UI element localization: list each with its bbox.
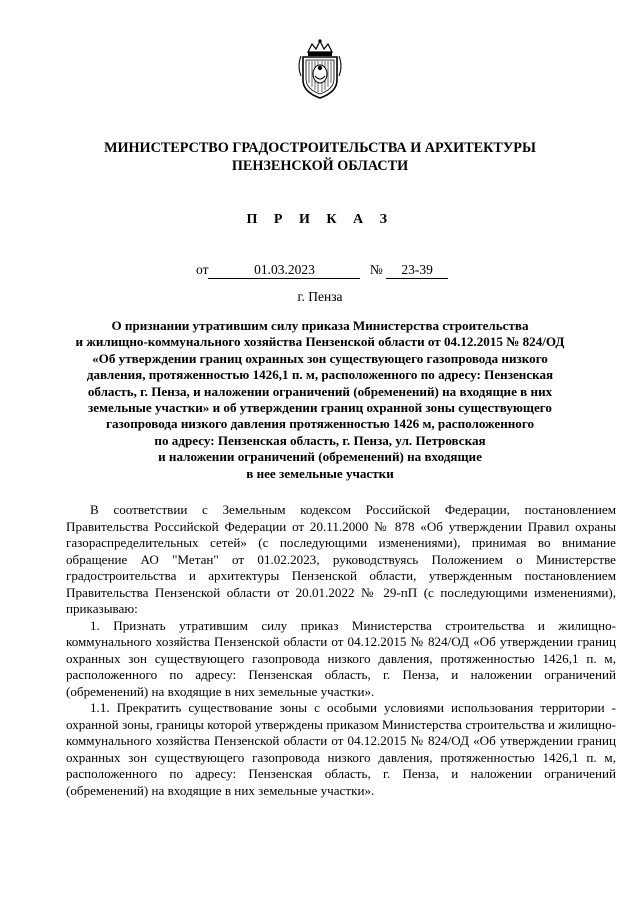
ministry-line-2: ПЕНЗЕНСКОЙ ОБЛАСТИ: [231, 158, 409, 174]
preamble-paragraph: В соответствии с Земельным кодексом Российской Федерации, постановлением Правительства Российской Федерации от 20.11.2000 № 878 «Об утверждении Правил охраны газораспределительных сетей» (с последующими изменениями), принимая во внимание обращение АО "Метан" от 01.02.2023, руководствуясь Положением о Министерстве градостроительства и архитектуры Пензенской области, утвержденным постановлением Правительства Пензенской области от 20.01.2022 № 29-пП (с последующими изменениями), приказываю:: [66, 502, 616, 616]
subject-line: газопровода низкого давления протяженностью 1426 м, расположенного: [106, 416, 534, 432]
number-prefix: №: [369, 262, 383, 277]
order-body: [66, 502, 616, 799]
order-date: 01.03.2023: [208, 262, 360, 279]
subject-line: по адресу: Пензенская область, г. Пенза, ул. Петровская: [154, 432, 486, 448]
ministry-name: [0, 139, 640, 175]
date-number-line: [196, 262, 448, 279]
order-title: П Р И К А З: [246, 212, 394, 227]
subject-line: давления, протяженностью 1426,1 п. м, расположенного по адресу: Пензенская: [86, 367, 554, 383]
date-prefix: от: [196, 262, 209, 277]
ministry-line-1: МИНИСТЕРСТВО ГРАДОСТРОИТЕЛЬСТВА И АРХИТЕКТУРЫ: [104, 140, 536, 156]
subject-line: земельные участки» и об утверждении границ охранной зоны существующего: [88, 400, 552, 416]
city: г. Пенза: [297, 289, 343, 304]
item-1-1-paragraph: 1.1. Прекратить существование зоны с особыми условиями использования территории - охранной зоны, границы которой утверждены приказом Министерства строительства и жилищно-коммунального хозяйства Пензенской области от 04.12.2015 № 824/ОД «Об утверждении границ охранных зон существующего газопровода низкого давления, протяженностью 1426,1 п. м, расположенного по адресу: Пензенская область, г. Пенза, и наложении ограничений (обременений) на входящие в них земельные участки».: [66, 700, 616, 798]
order-subject: [66, 318, 574, 482]
order-number: 23-39: [386, 262, 448, 279]
subject-line: и наложении ограничений (обременений) на входящие: [158, 449, 482, 465]
subject-line: область, г. Пенза, и наложении ограничений (обременений) на входящие в них: [87, 383, 553, 399]
item-1-paragraph: 1. Признать утратившим силу приказ Министерства строительства и жилищно-коммунального хозяйства Пензенской области от 04.12.2015 № 824/ОД «Об утверждении границ охранных зон существующего газопровода низкого давления, протяженностью 1426,1 п. м, расположенного по адресу: Пензенская область, г. Пенза, и наложении ограничений (обременений) на входящие в них земельные участки».: [66, 617, 616, 699]
subject-line: «Об утверждении границ охранных зон существующего газопровода низкого: [92, 350, 548, 366]
subject-line: О признании утратившим силу приказа Министерства строительства: [111, 318, 529, 333]
coat-of-arms-icon: [295, 38, 345, 100]
subject-line: и жилищно-коммунального хозяйства Пензенской области от 04.12.2015 № 824/ОД: [75, 334, 565, 350]
subject-line: в нее земельные участки: [246, 465, 394, 481]
